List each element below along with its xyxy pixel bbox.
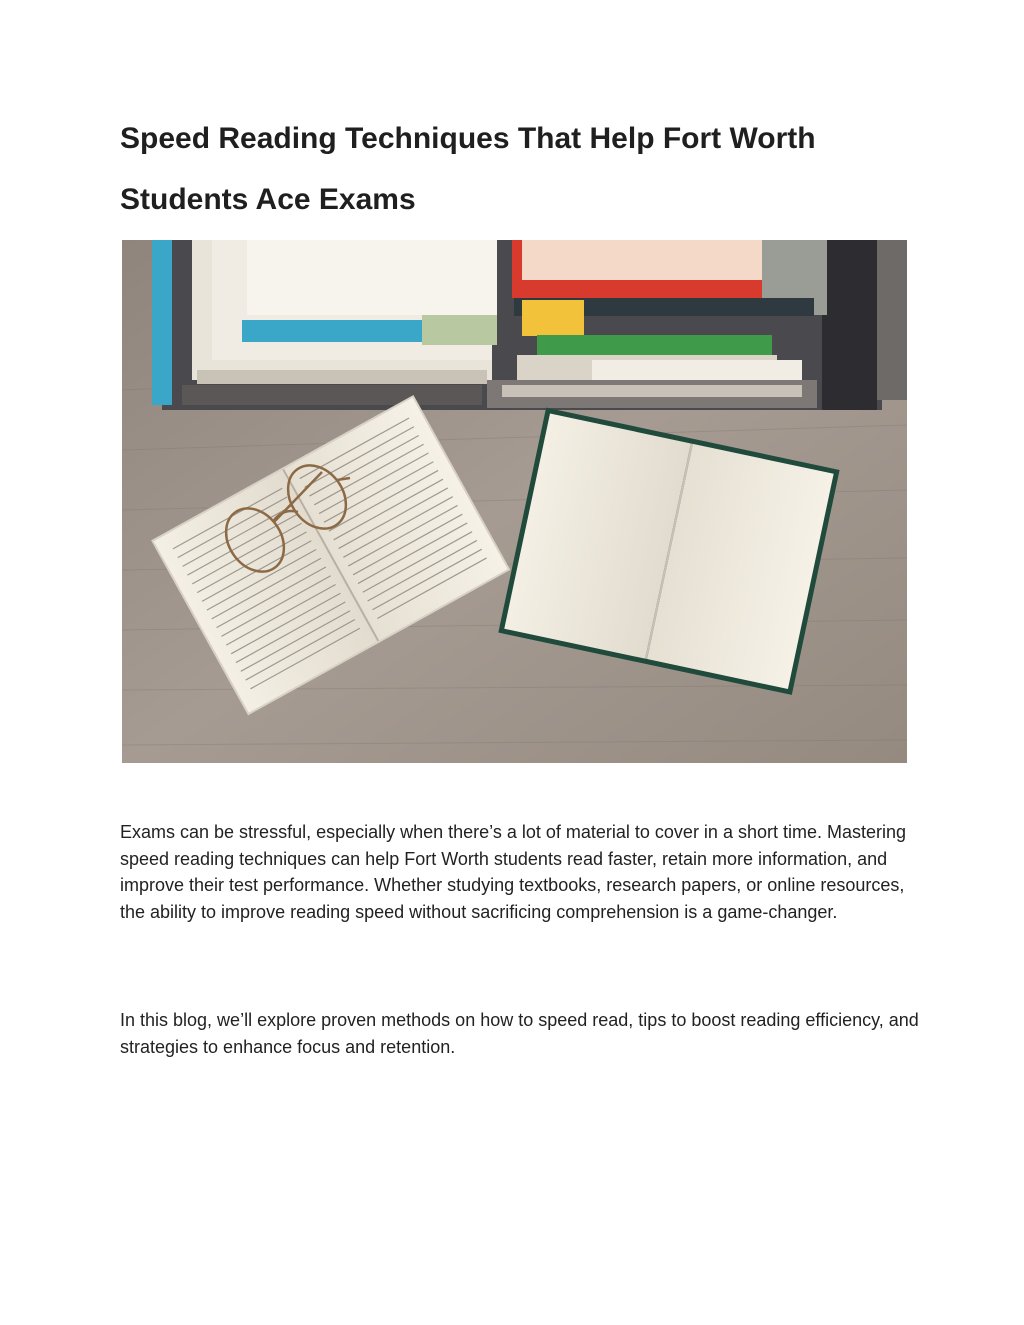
hero-image [122, 240, 907, 763]
overview-paragraph: In this blog, we’ll explore proven methods on how to speed read, tips to boost reading efficiency, and strategies to enhance focus and retention. [120, 1010, 919, 1057]
book-stack [152, 240, 907, 410]
article-title: Speed Reading Techniques That Help Fort Worth Students Ace Exams [120, 122, 816, 216]
intro-paragraph: Exams can be stressful, especially when there’s a lot of material to cover in a short time. Mastering speed reading techniques can help Fort Worth students read faster, retain more information, and improve their test performance. Whether studying textbooks, research papers, or online resources, the ability to improve reading speed without sacrificing comprehension is a game-changer. [120, 822, 907, 922]
books-photo [122, 240, 907, 763]
